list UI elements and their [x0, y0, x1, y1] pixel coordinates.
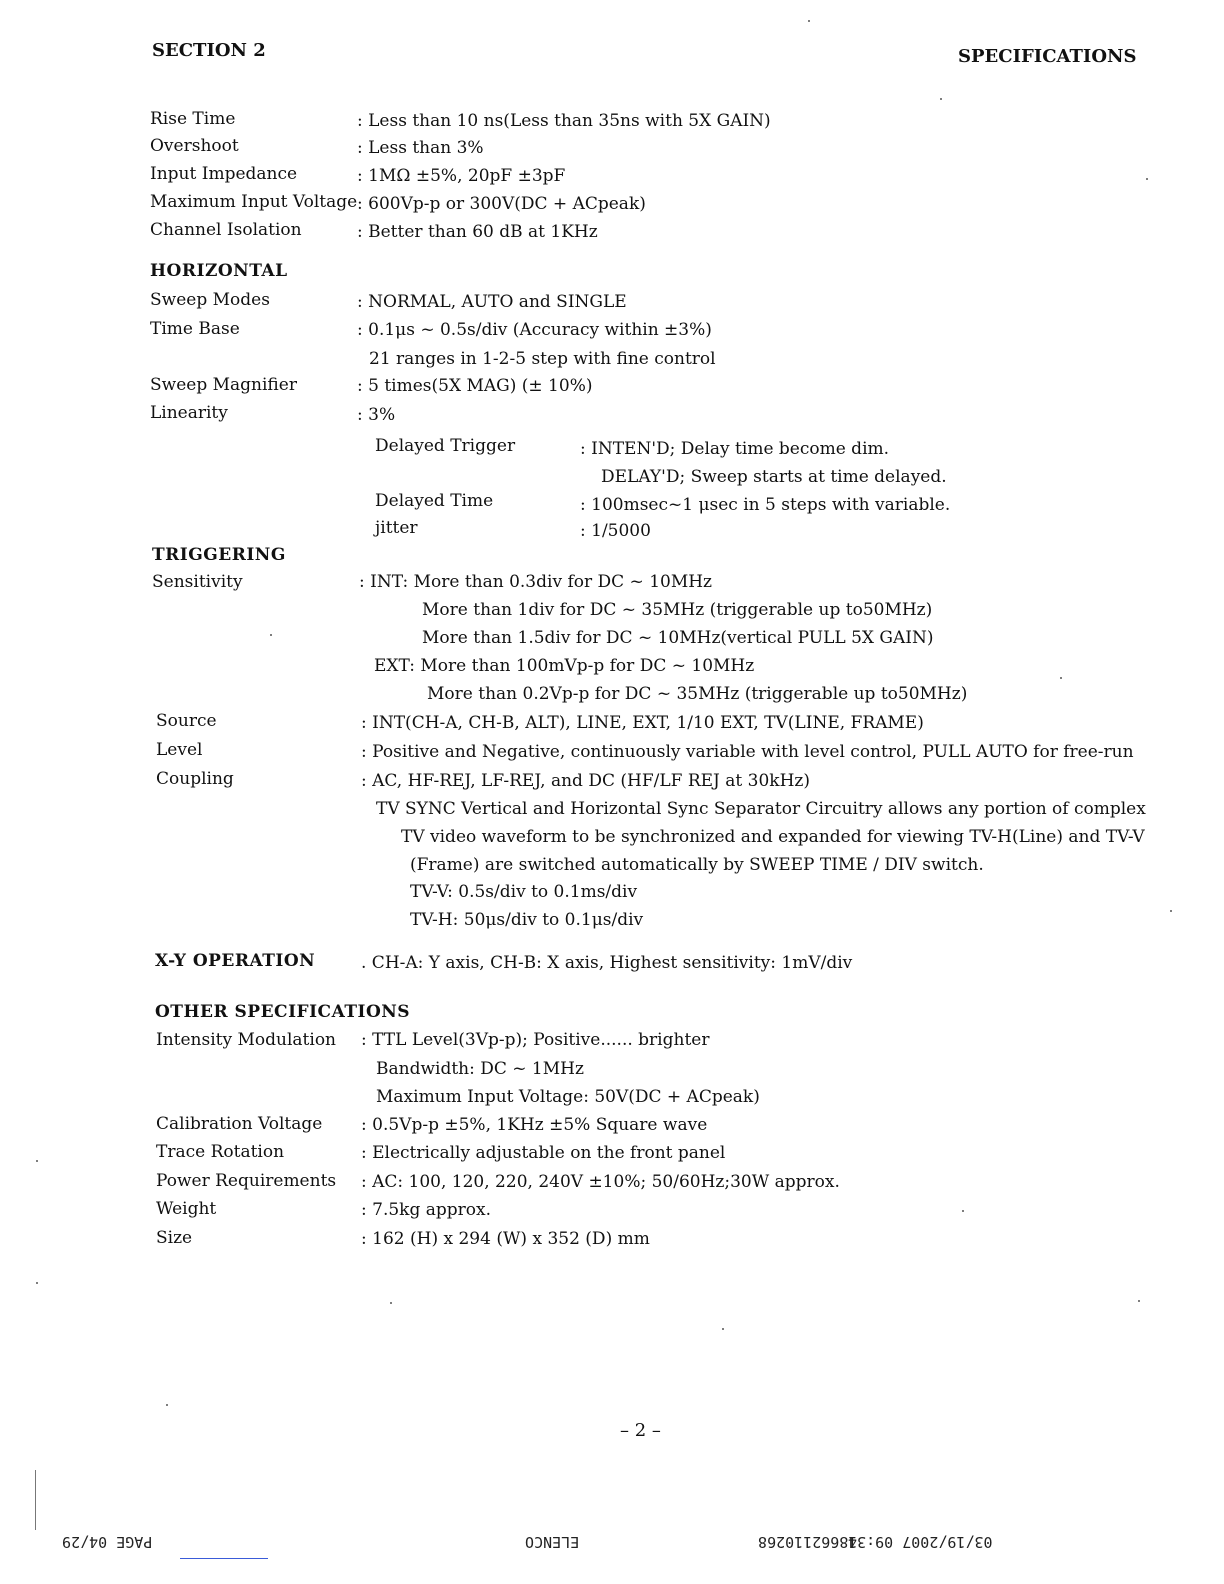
page-number: – 2 –	[620, 1420, 661, 1441]
section-label: SECTION 2	[152, 40, 266, 61]
fax-phone: 18662110268	[758, 1533, 858, 1551]
coupling-value: : AC, HF-REJ, LF-REJ, and DC (HF/LF REJ at 30kHz)	[361, 771, 810, 791]
other-specs-heading: OTHER SPECIFICATIONS	[155, 1002, 411, 1022]
level-label: Level	[156, 740, 203, 760]
delayed-trigger-value-2: DELAY'D; Sweep starts at time delayed.	[601, 467, 947, 487]
sensitivity-line: More than 1.5div for DC ~ 10MHz(vertical PULL 5X GAIN)	[422, 628, 934, 648]
delayed-time-value: : 100msec~1 μsec in 5 steps with variable.	[580, 495, 951, 515]
coupling-label: Coupling	[156, 769, 234, 789]
scan-speck	[722, 1328, 724, 1330]
scan-speck	[390, 1302, 392, 1304]
scan-speck	[940, 98, 942, 100]
delayed-trigger-value: : INTEN'D; Delay time become dim.	[580, 439, 890, 459]
sweep-modes-value: : NORMAL, AUTO and SINGLE	[357, 292, 627, 312]
trace-rotation-label: Trace Rotation	[156, 1142, 285, 1162]
trace-rotation-value: : Electrically adjustable on the front panel	[361, 1143, 726, 1163]
scan-speck	[1146, 178, 1148, 180]
rise-time-value: : Less than 10 ns(Less than 35ns with 5X GAIN)	[357, 111, 771, 131]
sensitivity-label: Sensitivity	[152, 572, 243, 592]
intensity-modulation-value: : TTL Level(3Vp-p); Positive...... brighter	[361, 1030, 710, 1050]
power-requirements-label: Power Requirements	[156, 1171, 337, 1191]
scan-speck	[1170, 910, 1172, 912]
time-base-value: : 0.1μs ~ 0.5s/div (Accuracy within ±3%)	[357, 320, 712, 340]
tv-sync-line: TV video waveform to be synchronized and expanded for viewing TV-H(Line) and TV-V	[401, 827, 1145, 847]
footer-underline	[180, 1558, 268, 1559]
fax-page: PAGE 04/29	[62, 1533, 153, 1551]
intensity-max-voltage: Maximum Input Voltage: 50V(DC + ACpeak)	[376, 1087, 760, 1107]
delayed-trigger-label: Delayed Trigger	[375, 436, 516, 456]
xy-operation-heading: X-Y OPERATION	[155, 951, 316, 971]
xy-operation-value: . CH-A: Y axis, CH-B: X axis, Highest sensitivity: 1mV/div	[361, 953, 853, 973]
time-base-label: Time Base	[150, 319, 240, 339]
size-label: Size	[156, 1228, 193, 1248]
level-value: : Positive and Negative, continuously variable with level control, PULL AUTO for free-run	[361, 742, 1134, 762]
sensitivity-line: More than 1div for DC ~ 35MHz (triggerable up to50MHz)	[422, 600, 933, 620]
source-value: : INT(CH-A, CH-B, ALT), LINE, EXT, 1/10 EXT, TV(LINE, FRAME)	[361, 713, 924, 733]
scan-speck	[1138, 1300, 1140, 1302]
linearity-label: Linearity	[150, 403, 228, 423]
sensitivity-line: : INT: More than 0.3div for DC ~ 10MHz	[359, 572, 713, 592]
sweep-magnifier-value: : 5 times(5X MAG) (± 10%)	[357, 376, 593, 396]
scan-edge-line	[35, 1470, 36, 1530]
scan-speck	[1060, 677, 1062, 679]
overshoot-label: Overshoot	[150, 136, 239, 156]
scan-speck	[36, 1160, 38, 1162]
scan-speck	[962, 1210, 964, 1212]
jitter-value: : 1/5000	[580, 521, 651, 541]
tv-sync-line: TV-H: 50μs/div to 0.1μs/div	[410, 910, 644, 930]
time-base-value-2: 21 ranges in 1-2-5 step with fine control	[369, 349, 716, 369]
tv-sync-line: (Frame) are switched automatically by SWEEP TIME / DIV switch.	[410, 855, 984, 875]
weight-label: Weight	[156, 1199, 217, 1219]
tv-sync-line: TV SYNC Vertical and Horizontal Sync Separator Circuitry allows any portion of complex	[376, 799, 1146, 819]
linearity-value: : 3%	[357, 405, 396, 425]
calibration-voltage-label: Calibration Voltage	[156, 1114, 323, 1134]
scan-speck	[36, 1282, 38, 1284]
input-impedance-value: : 1MΩ ±5%, 20pF ±3pF	[357, 166, 566, 186]
sweep-modes-label: Sweep Modes	[150, 290, 270, 310]
overshoot-value: : Less than 3%	[357, 138, 484, 158]
source-label: Source	[156, 711, 217, 731]
page-title: SPECIFICATIONS	[958, 46, 1137, 67]
channel-isolation-label: Channel Isolation	[150, 220, 302, 240]
intensity-modulation-label: Intensity Modulation	[156, 1030, 337, 1050]
jitter-label: jitter	[375, 518, 418, 538]
weight-value: : 7.5kg approx.	[361, 1200, 492, 1220]
delayed-time-label: Delayed Time	[375, 491, 494, 511]
power-requirements-value: : AC: 100, 120, 220, 240V ±10%; 50/60Hz;30W approx.	[361, 1172, 840, 1192]
channel-isolation-value: : Better than 60 dB at 1KHz	[357, 222, 598, 242]
scan-speck	[808, 20, 810, 22]
sensitivity-line: More than 0.2Vp-p for DC ~ 35MHz (triggerable up to50MHz)	[427, 684, 968, 704]
calibration-voltage-value: : 0.5Vp-p ±5%, 1KHz ±5% Square wave	[361, 1115, 708, 1135]
scan-speck	[166, 1404, 168, 1406]
input-impedance-label: Input Impedance	[150, 164, 298, 184]
max-input-voltage-label: Maximum Input Voltage	[150, 192, 358, 212]
horizontal-heading: HORIZONTAL	[150, 261, 288, 281]
scan-speck	[270, 634, 272, 636]
max-input-voltage-value: : 600Vp-p or 300V(DC + ACpeak)	[357, 194, 646, 214]
intensity-bandwidth: Bandwidth: DC ~ 1MHz	[376, 1059, 584, 1079]
sweep-magnifier-label: Sweep Magnifier	[150, 375, 297, 395]
tv-sync-line: TV-V: 0.5s/div to 0.1ms/div	[410, 882, 638, 902]
fax-company: ELENCO	[525, 1533, 580, 1551]
size-value: : 162 (H) x 294 (W) x 352 (D) mm	[361, 1229, 650, 1249]
triggering-heading: TRIGGERING	[152, 545, 286, 565]
fax-datetime: 03/19/2007 09:34	[848, 1533, 993, 1551]
sensitivity-line: EXT: More than 100mVp-p for DC ~ 10MHz	[374, 656, 755, 676]
rise-time-label: Rise Time	[150, 109, 236, 129]
